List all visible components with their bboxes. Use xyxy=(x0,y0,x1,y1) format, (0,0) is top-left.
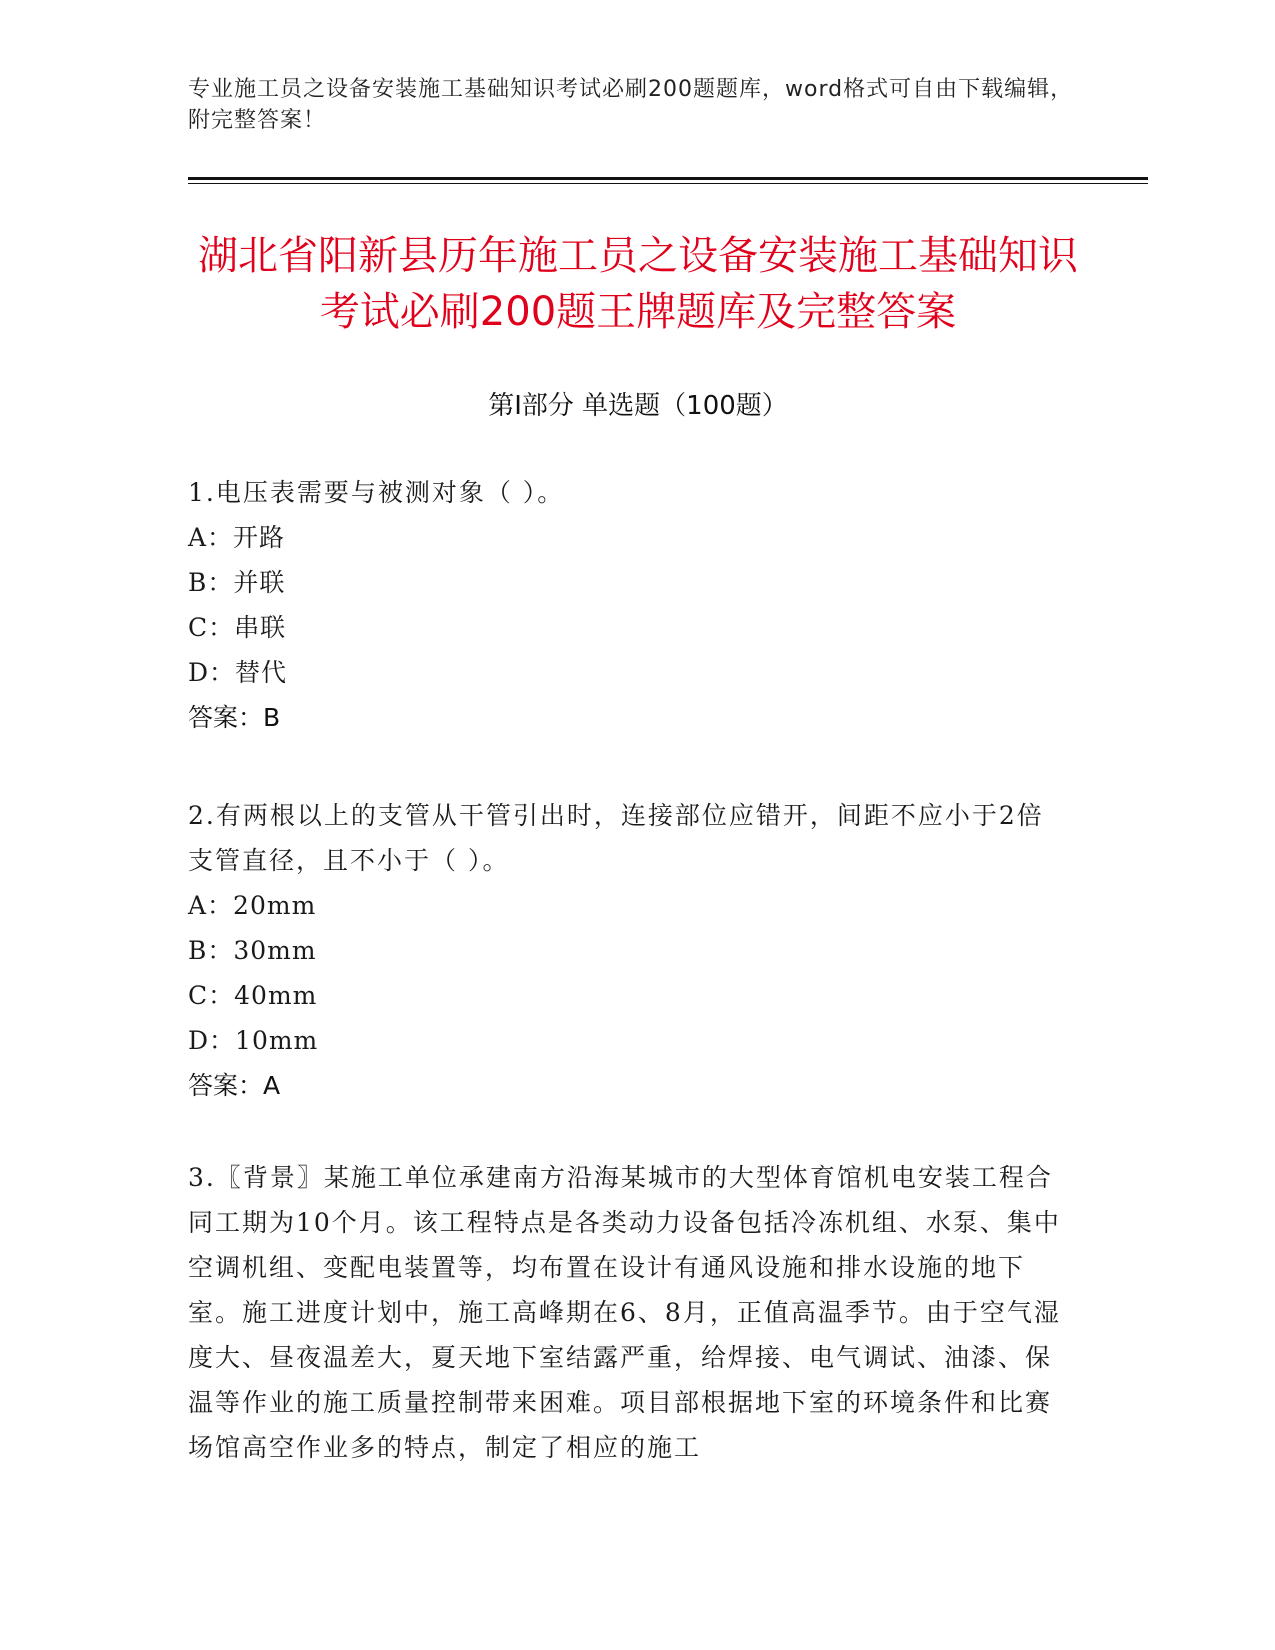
option-a: A：20mm xyxy=(188,891,317,920)
question-stem: 1.电压表需要与被测对象（ ）。 xyxy=(188,478,565,507)
question-stem: 2.有两根以上的支管从干管引出时，连接部位应错开，间距不应小于2倍支管直径，且不小于（ ）。 xyxy=(188,801,1044,875)
option-c: C：40mm xyxy=(188,981,318,1010)
option-c: C：串联 xyxy=(188,613,287,642)
option-a: A：开路 xyxy=(188,523,286,552)
option-b: B：并联 xyxy=(188,568,286,597)
answer: 答案：B xyxy=(188,703,281,732)
option-d: D：替代 xyxy=(188,658,288,687)
header-note: 专业施工员之设备安装施工基础知识考试必刷200题题库，word格式可自由下载编辑，附完整答案！ xyxy=(188,77,1074,133)
answer: 答案：A xyxy=(188,1071,281,1100)
option-d: D：10mm xyxy=(188,1026,319,1055)
question-3 xyxy=(188,1155,1068,1470)
question-stem: 3.〖背景〗某施工单位承建南方沿海某城市的大型体育馆机电安装工程合同工期为10个月。该工程特点是各类动力设备包括冷冻机组、水泵、集中空调机组、变配电装置等，均布置在设计有通风设施和排水设施的地下室。施工进度计划中，施工高峰期在6、8月，正值高温季节。由于空气湿度大、昼夜温差大，夏天地下室结露严重，给焊接、电气调试、油漆、保温等作业的施工质量控制带来困难。项目部根据地下室的环境条件和比赛场馆高空作业多的特点，制定了相应的施工 xyxy=(188,1163,1061,1462)
section-title: 第Ⅰ部分 单选题（100题） xyxy=(488,391,788,421)
header-rule-thin xyxy=(188,183,1148,184)
question-1 xyxy=(188,470,1068,740)
option-b: B：30mm xyxy=(188,936,317,965)
document-title: 湖北省阳新县历年施工员之设备安装施工基础知识考试必刷200题王牌题库及完整答案 xyxy=(198,233,1078,335)
header-rule-thick xyxy=(188,177,1148,180)
question-2 xyxy=(188,793,1068,1108)
